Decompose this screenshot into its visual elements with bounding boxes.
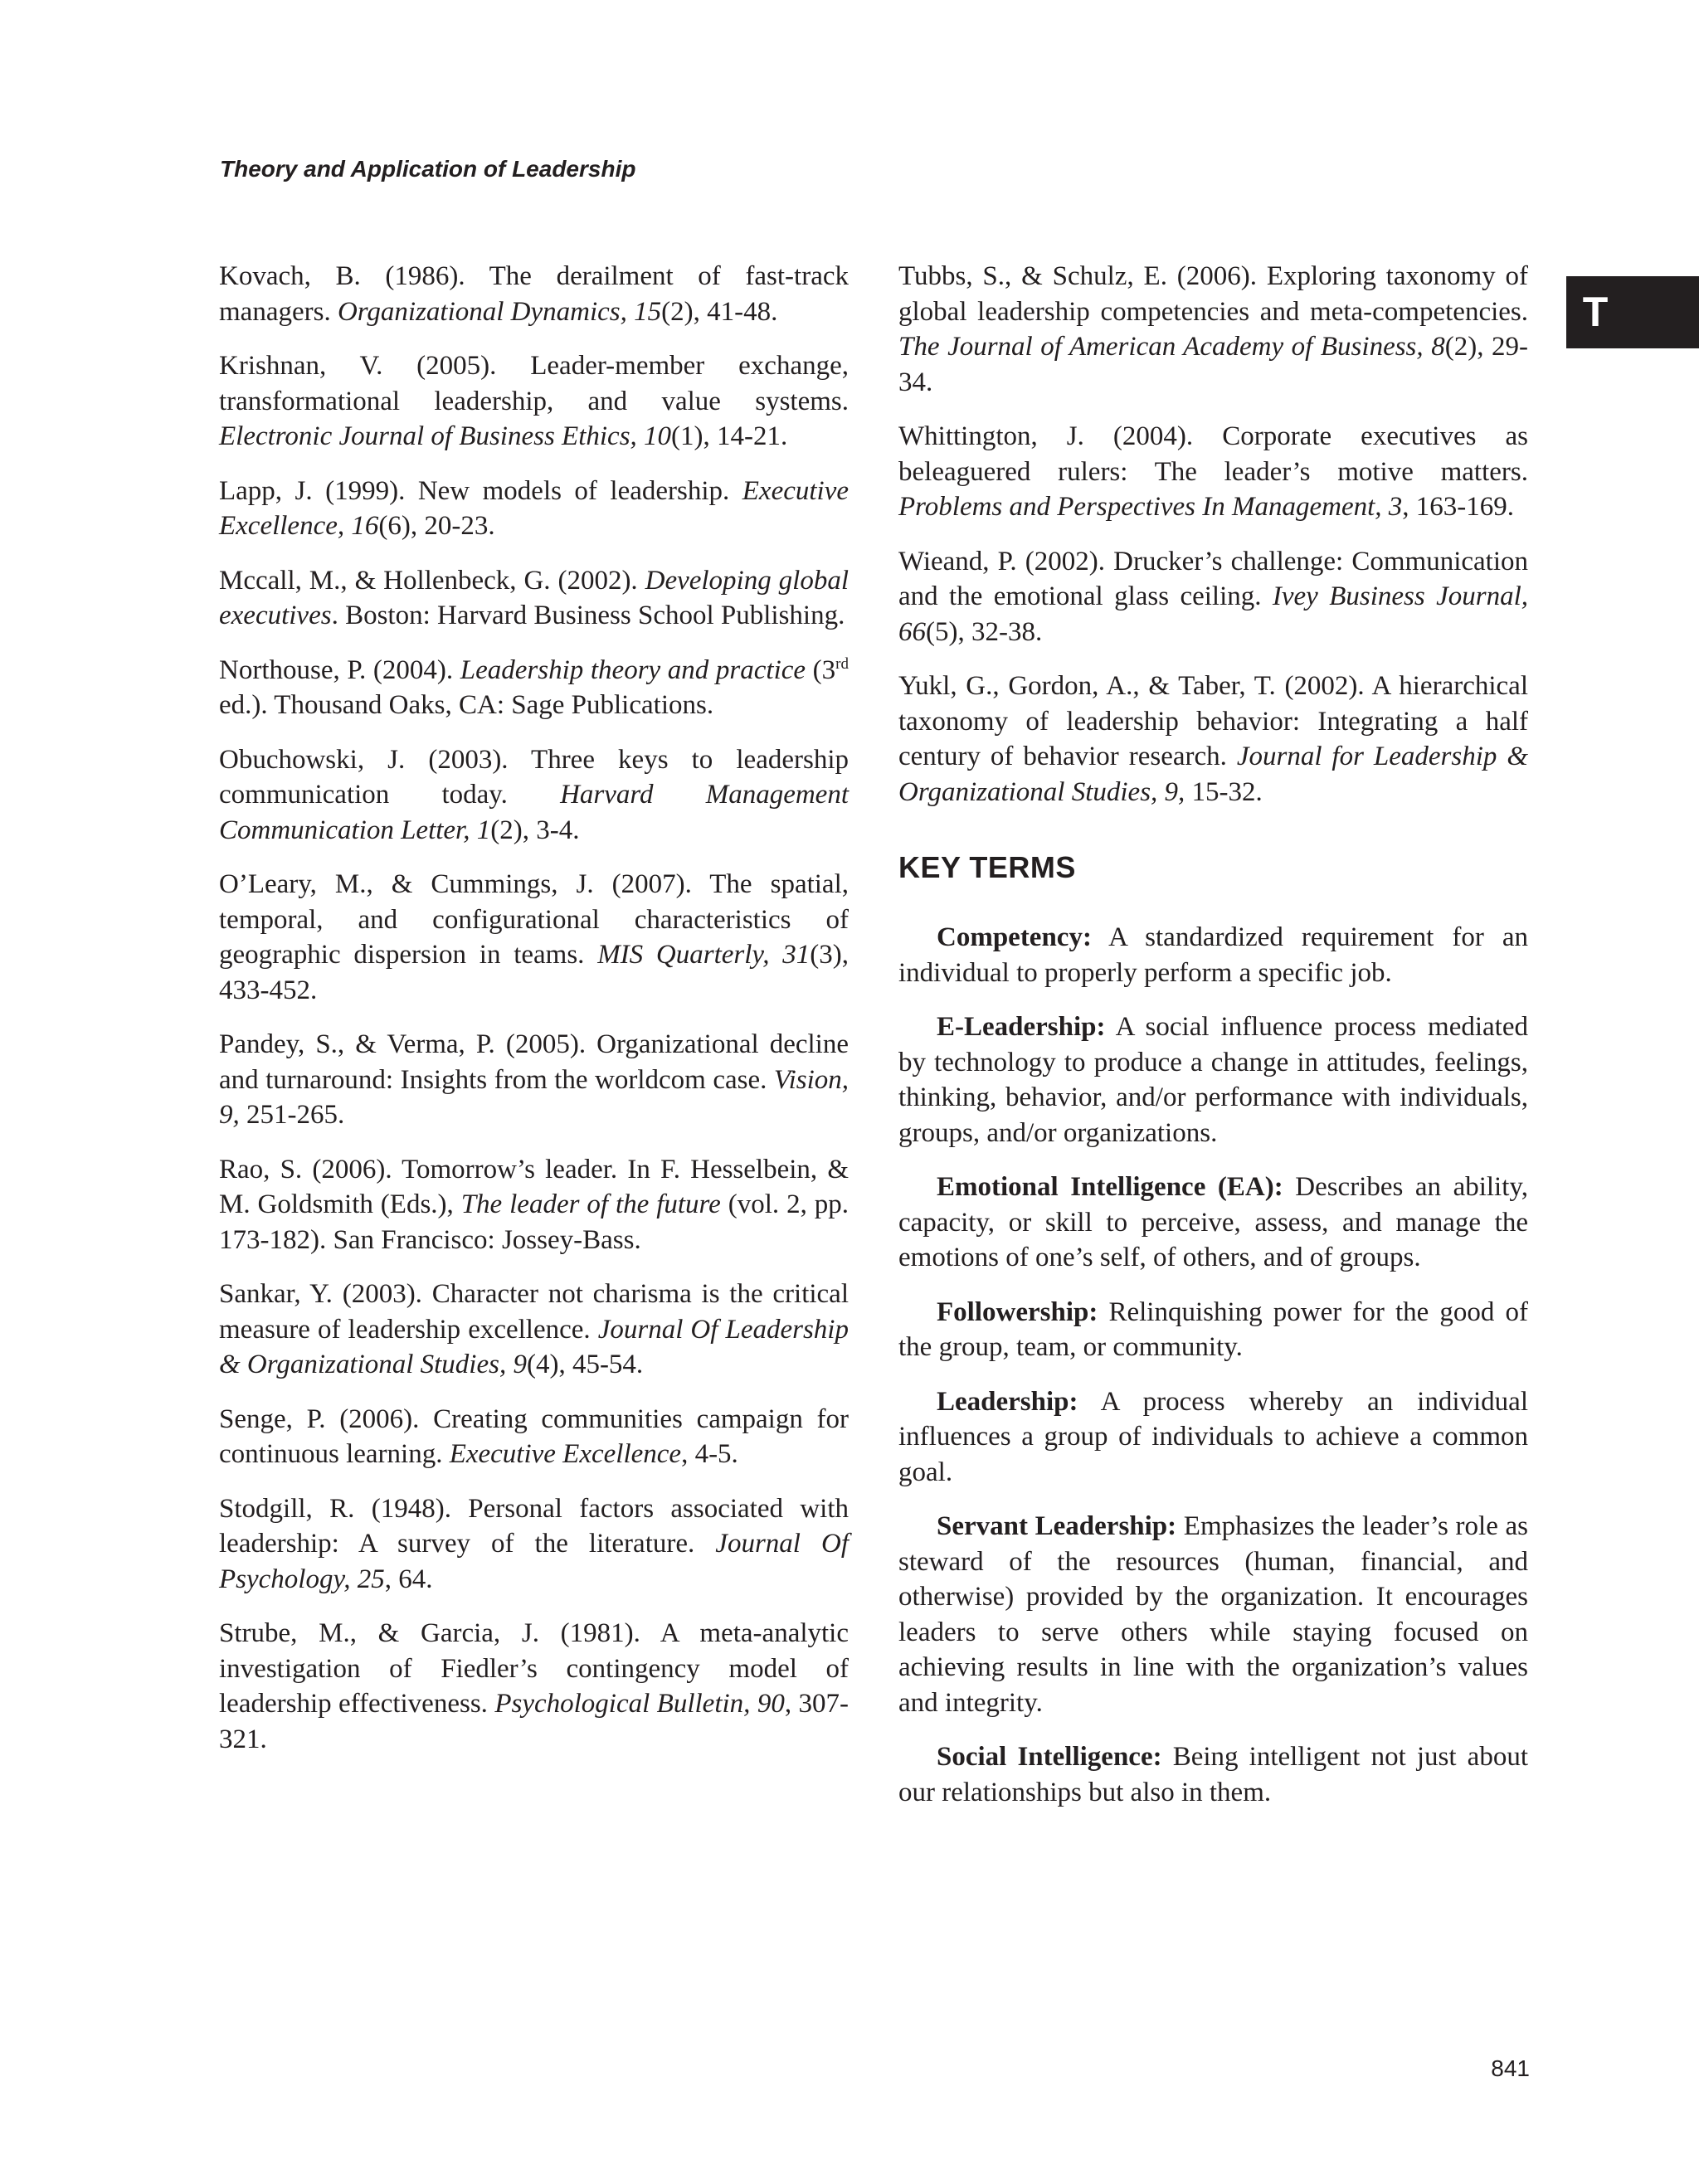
reference-text: (5), 32-38. bbox=[926, 616, 1043, 647]
reference-text: (vol. 2, pp. 173-182). San Francisco: Jossey-Bass. bbox=[219, 1189, 849, 1255]
reference-entry bbox=[219, 259, 849, 329]
reference-text: Lapp, J. (1999). New models of leadership. bbox=[219, 475, 742, 506]
reference-entry bbox=[898, 669, 1528, 810]
reference-text: Yukl, G., Gordon, A., & Taber, T. (2002). A hierarchical taxonomy of leadership behavior: Integrating a half century of behavior research. bbox=[898, 671, 1528, 771]
reference-text: . Boston: Harvard Business School Publishing. bbox=[331, 601, 845, 630]
reference-title: MIS Quarterly, 31 bbox=[597, 940, 811, 970]
reference-text: ed.). Thousand Oaks, CA: Sage Publications. bbox=[219, 690, 714, 720]
reference-title: Problems and Perspectives In Management, 3 bbox=[898, 492, 1403, 522]
reference-text: Krishnan, V. (2005). Leader-member exchange, transformational leadership, and value systems. bbox=[219, 351, 849, 416]
key-term-definition: A standardized requirement for an individual to properly perform a specific job. bbox=[898, 922, 1528, 988]
reference-title: Organizational Dynamics, 15 bbox=[337, 296, 662, 327]
reference-text: O’Leary, M., & Cummings, J. (2007). The spatial, temporal, and configurational characteristics of geographic dispersion in teams. bbox=[219, 869, 849, 970]
reference-text: Kovach, B. (1986). The derailment of fast-track managers. bbox=[219, 261, 849, 327]
reference-text: (3 bbox=[806, 654, 836, 685]
reference-title: Developing global executives bbox=[219, 565, 849, 630]
reference-entry bbox=[219, 1277, 849, 1383]
right-column bbox=[898, 259, 1528, 1829]
key-term-entry bbox=[898, 1009, 1528, 1150]
key-term-name: Social Intelligence: bbox=[937, 1742, 1162, 1772]
reference-text: Wieand, P. (2002). Drucker’s challenge: Communication and the emotional glass ceiling. bbox=[898, 546, 1528, 611]
running-header: Theory and Application of Leadership bbox=[220, 156, 636, 182]
reference-text: (2), 29-34. bbox=[898, 332, 1528, 397]
reference-entry bbox=[219, 474, 849, 544]
reference-text: Mccall, M., & Hollenbeck, G. (2002). bbox=[219, 565, 645, 596]
reference-text: 15-32. bbox=[1185, 776, 1263, 807]
reference-text: , 4-5. bbox=[681, 1439, 738, 1469]
key-term-definition: Emphasizes the leader’s role as steward of the resources (human, financial, and otherwise) provided by the organization. It encourages leaders to serve others while staying focused on achieving results in line with the organization’s values and integrity. bbox=[898, 1511, 1528, 1718]
key-term-name: Leadership: bbox=[937, 1386, 1078, 1417]
reference-text: (4), 45-54. bbox=[526, 1350, 644, 1379]
reference-text: (2), 41-48. bbox=[661, 296, 778, 327]
reference-title: Journal Of Psychology, 25 bbox=[219, 1529, 849, 1594]
reference-text: Senge, P. (2006). Creating communities campaign for continuous learning. bbox=[219, 1403, 849, 1469]
reference-text: Stodgill, R. (1948). Personal factors associated with leadership: A survey of the literature. bbox=[219, 1493, 849, 1559]
reference-text: (2), 3-4. bbox=[490, 815, 580, 845]
key-term-definition: A process whereby an individual influences a group of individuals to achieve a common goal. bbox=[898, 1386, 1528, 1487]
reference-entry bbox=[219, 1152, 849, 1258]
reference-text: Northouse, P. (2004). bbox=[219, 654, 460, 685]
key-terms-list bbox=[898, 920, 1528, 1810]
key-term-entry bbox=[898, 920, 1528, 990]
reference-entry bbox=[219, 348, 849, 455]
reference-title: The Journal of American Academy of Business, 8 bbox=[898, 332, 1445, 362]
key-term-name: Servant Leadership: bbox=[937, 1511, 1177, 1541]
reference-entry bbox=[219, 563, 849, 634]
reference-entry bbox=[219, 1027, 849, 1133]
reference-title: Journal for Leadership & Organizational Studies, 9, bbox=[898, 742, 1528, 807]
reference-text: (1), 14-21. bbox=[671, 421, 788, 451]
reference-text: Pandey, S., & Verma, P. (2005). Organizational decline and turnaround: Insights from the worldcom case. bbox=[219, 1029, 849, 1095]
reference-entry bbox=[219, 1616, 849, 1757]
reference-text: rd bbox=[835, 654, 849, 673]
key-term-entry bbox=[898, 1739, 1528, 1810]
key-term-entry bbox=[898, 1509, 1528, 1720]
key-term-definition: Being intelligent not just about our relationships but also in them. bbox=[898, 1742, 1528, 1807]
reference-text: (6), 20-23. bbox=[378, 511, 495, 541]
thumb-index-letter: T bbox=[1582, 289, 1609, 335]
reference-text: , 307-321. bbox=[219, 1689, 849, 1754]
reference-title: Leadership theory and practice bbox=[460, 654, 806, 685]
reference-text: Whittington, J. (2004). Corporate executives as beleaguered rulers: The leader’s motive matters. bbox=[898, 421, 1528, 487]
reference-text: Sankar, Y. (2003). Character not charisma is the critical measure of leadership excellence. bbox=[219, 1279, 849, 1345]
page-number: 841 bbox=[1491, 2055, 1530, 2081]
key-term-definition: Describes an ability, capacity, or skill to perceive, assess, and manage the emotions of one’s self, of others, and of groups. bbox=[898, 1172, 1528, 1272]
key-term-definition: Relinquishing power for the good of the group, team, or community. bbox=[898, 1296, 1528, 1362]
reference-title: Journal Of Leadership & Organizational Studies, 9 bbox=[219, 1314, 849, 1379]
reference-text: Tubbs, S., & Schulz, E. (2006). Exploring taxonomy of global leadership competencies and meta-competencies. bbox=[898, 261, 1528, 327]
reference-entry bbox=[219, 867, 849, 1008]
key-term-name: Followership: bbox=[937, 1296, 1098, 1327]
reference-entry bbox=[898, 259, 1528, 400]
key-term-definition: A social influence process mediated by technology to produce a change in attitudes, feelings, thinking, behavior, and/or performance with individuals, groups, and/or organizations. bbox=[898, 1012, 1528, 1148]
reference-title: Harvard Management Communication Letter, 1 bbox=[219, 780, 849, 845]
reference-title: Executive Excellence, 16 bbox=[219, 475, 849, 541]
reference-text: , 64. bbox=[384, 1564, 433, 1594]
key-term-name: E-Leadership: bbox=[937, 1012, 1106, 1042]
reference-entry bbox=[219, 742, 849, 849]
key-term-entry bbox=[898, 1384, 1528, 1491]
key-term-name: Competency: bbox=[937, 922, 1092, 952]
references-left-column bbox=[219, 259, 849, 1776]
reference-title: Ivey Business Journal, 66 bbox=[898, 581, 1528, 647]
key-term-name: Emotional Intelligence (EA): bbox=[937, 1172, 1283, 1202]
reference-text: (3), 433-452. bbox=[219, 940, 849, 1005]
reference-text: Strube, M., & Garcia, J. (1981). A meta-analytic investigation of Fiedler’s contingency model of leadership effectiveness. bbox=[219, 1618, 849, 1719]
reference-entry bbox=[219, 653, 849, 723]
reference-title: Vision, 9, bbox=[219, 1064, 849, 1130]
reference-entry bbox=[898, 419, 1528, 525]
reference-entry bbox=[898, 544, 1528, 650]
reference-title: Psychological Bulletin, 90 bbox=[494, 1689, 785, 1719]
reference-entry bbox=[219, 1491, 849, 1598]
reference-text: , 163-169. bbox=[1402, 492, 1515, 522]
reference-title: The leader of the future bbox=[460, 1189, 721, 1219]
key-terms-heading: KEY TERMS bbox=[898, 850, 1076, 884]
reference-title: Electronic Journal of Business Ethics, 10 bbox=[219, 421, 672, 451]
reference-entry bbox=[219, 1402, 849, 1472]
reference-text: Obuchowski, J. (2003). Three keys to leadership communication today. bbox=[219, 744, 849, 810]
references-right-list bbox=[898, 259, 1528, 810]
key-term-entry bbox=[898, 1170, 1528, 1276]
reference-text: Rao, S. (2006). Tomorrow’s leader. In F. Hesselbein, & M. Goldsmith (Eds.), bbox=[219, 1154, 849, 1219]
reference-title: Executive Excellence bbox=[449, 1439, 682, 1469]
key-term-entry bbox=[898, 1295, 1528, 1365]
reference-text: 251-265. bbox=[239, 1100, 345, 1130]
